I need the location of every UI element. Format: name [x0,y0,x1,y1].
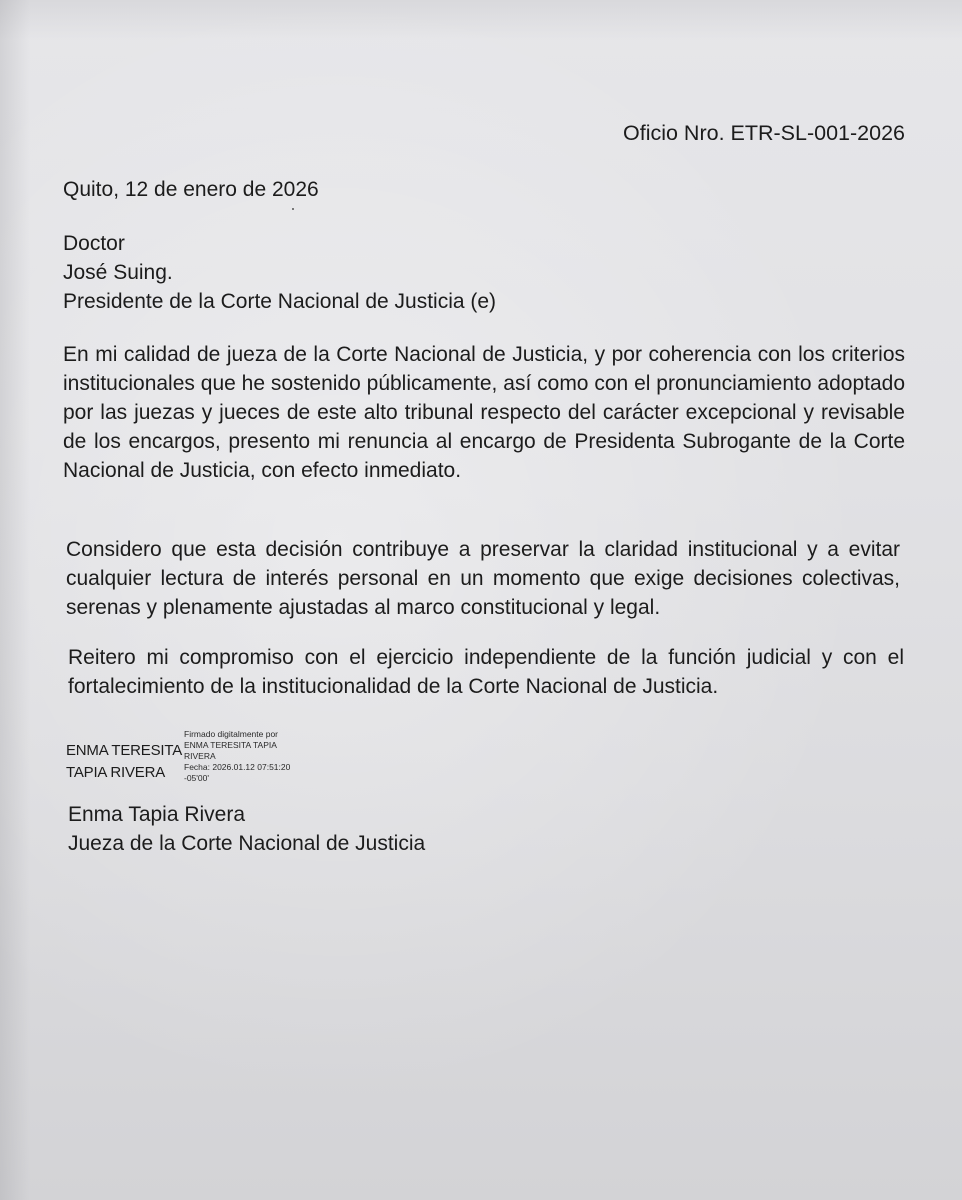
recipient-block [63,229,496,316]
signer-name: Enma Tapia Rivera [68,803,246,826]
signer-position: Jueza de la Corte Nacional de Justicia [68,832,426,855]
signature-meta-line-1: Firmado digitalmente por [184,729,279,739]
recipient-title: Doctor [63,232,125,255]
digital-signature-metadata [184,729,290,784]
paper-speck [292,208,294,210]
page-shadow-top [0,0,962,40]
signer-block [68,800,425,858]
signature-meta-line-2: ENMA TERESITA TAPIA [184,740,277,750]
digital-signature-name [66,740,182,784]
recipient-name: José Suing. [63,261,173,284]
recipient-position: Presidente de la Corte Nacional de Justicia (e) [63,290,497,313]
signature-meta-line-3: RIVERA [184,751,216,761]
body-paragraph-1: En mi calidad de jueza de la Corte Nacional de Justicia, y por coherencia con los criterios institucionales que he sostenido públicamente, así como con el pronunciamiento adoptado por las juezas y jueces de este alto tribunal respecto del carácter excepcional y revisable de los encargos, presento mi renuncia al encargo de Presidenta Subrogante de la Corte Nacional de Justicia, con efecto inmediato. [63,343,905,482]
office-number: Oficio Nro. ETR-SL-001-2026 [623,121,905,145]
page-shadow-left [0,0,30,1200]
signature-name-line-1: ENMA TERESITA [66,742,183,759]
body-paragraph-3: Reitero mi compromiso con el ejercicio independiente de la función judicial y con el fortalecimiento de la institucionalidad de la Corte Nacional de Justicia. [68,646,904,698]
signature-name-line-2: TAPIA RIVERA [66,764,166,781]
date-line: Quito, 12 de enero de 2026 [63,178,319,201]
signature-meta-line-4: Fecha: 2026.01.12 07:51:20 [184,762,291,772]
signature-meta-line-5: -05'00' [184,773,209,783]
body-paragraph-2: Considero que esta decisión contribuye a preservar la claridad institucional y a evitar cualquier lectura de interés personal en un momento que exige decisiones colectivas, serenas y plenamente ajustadas al marco constitucional y legal. [66,538,900,619]
